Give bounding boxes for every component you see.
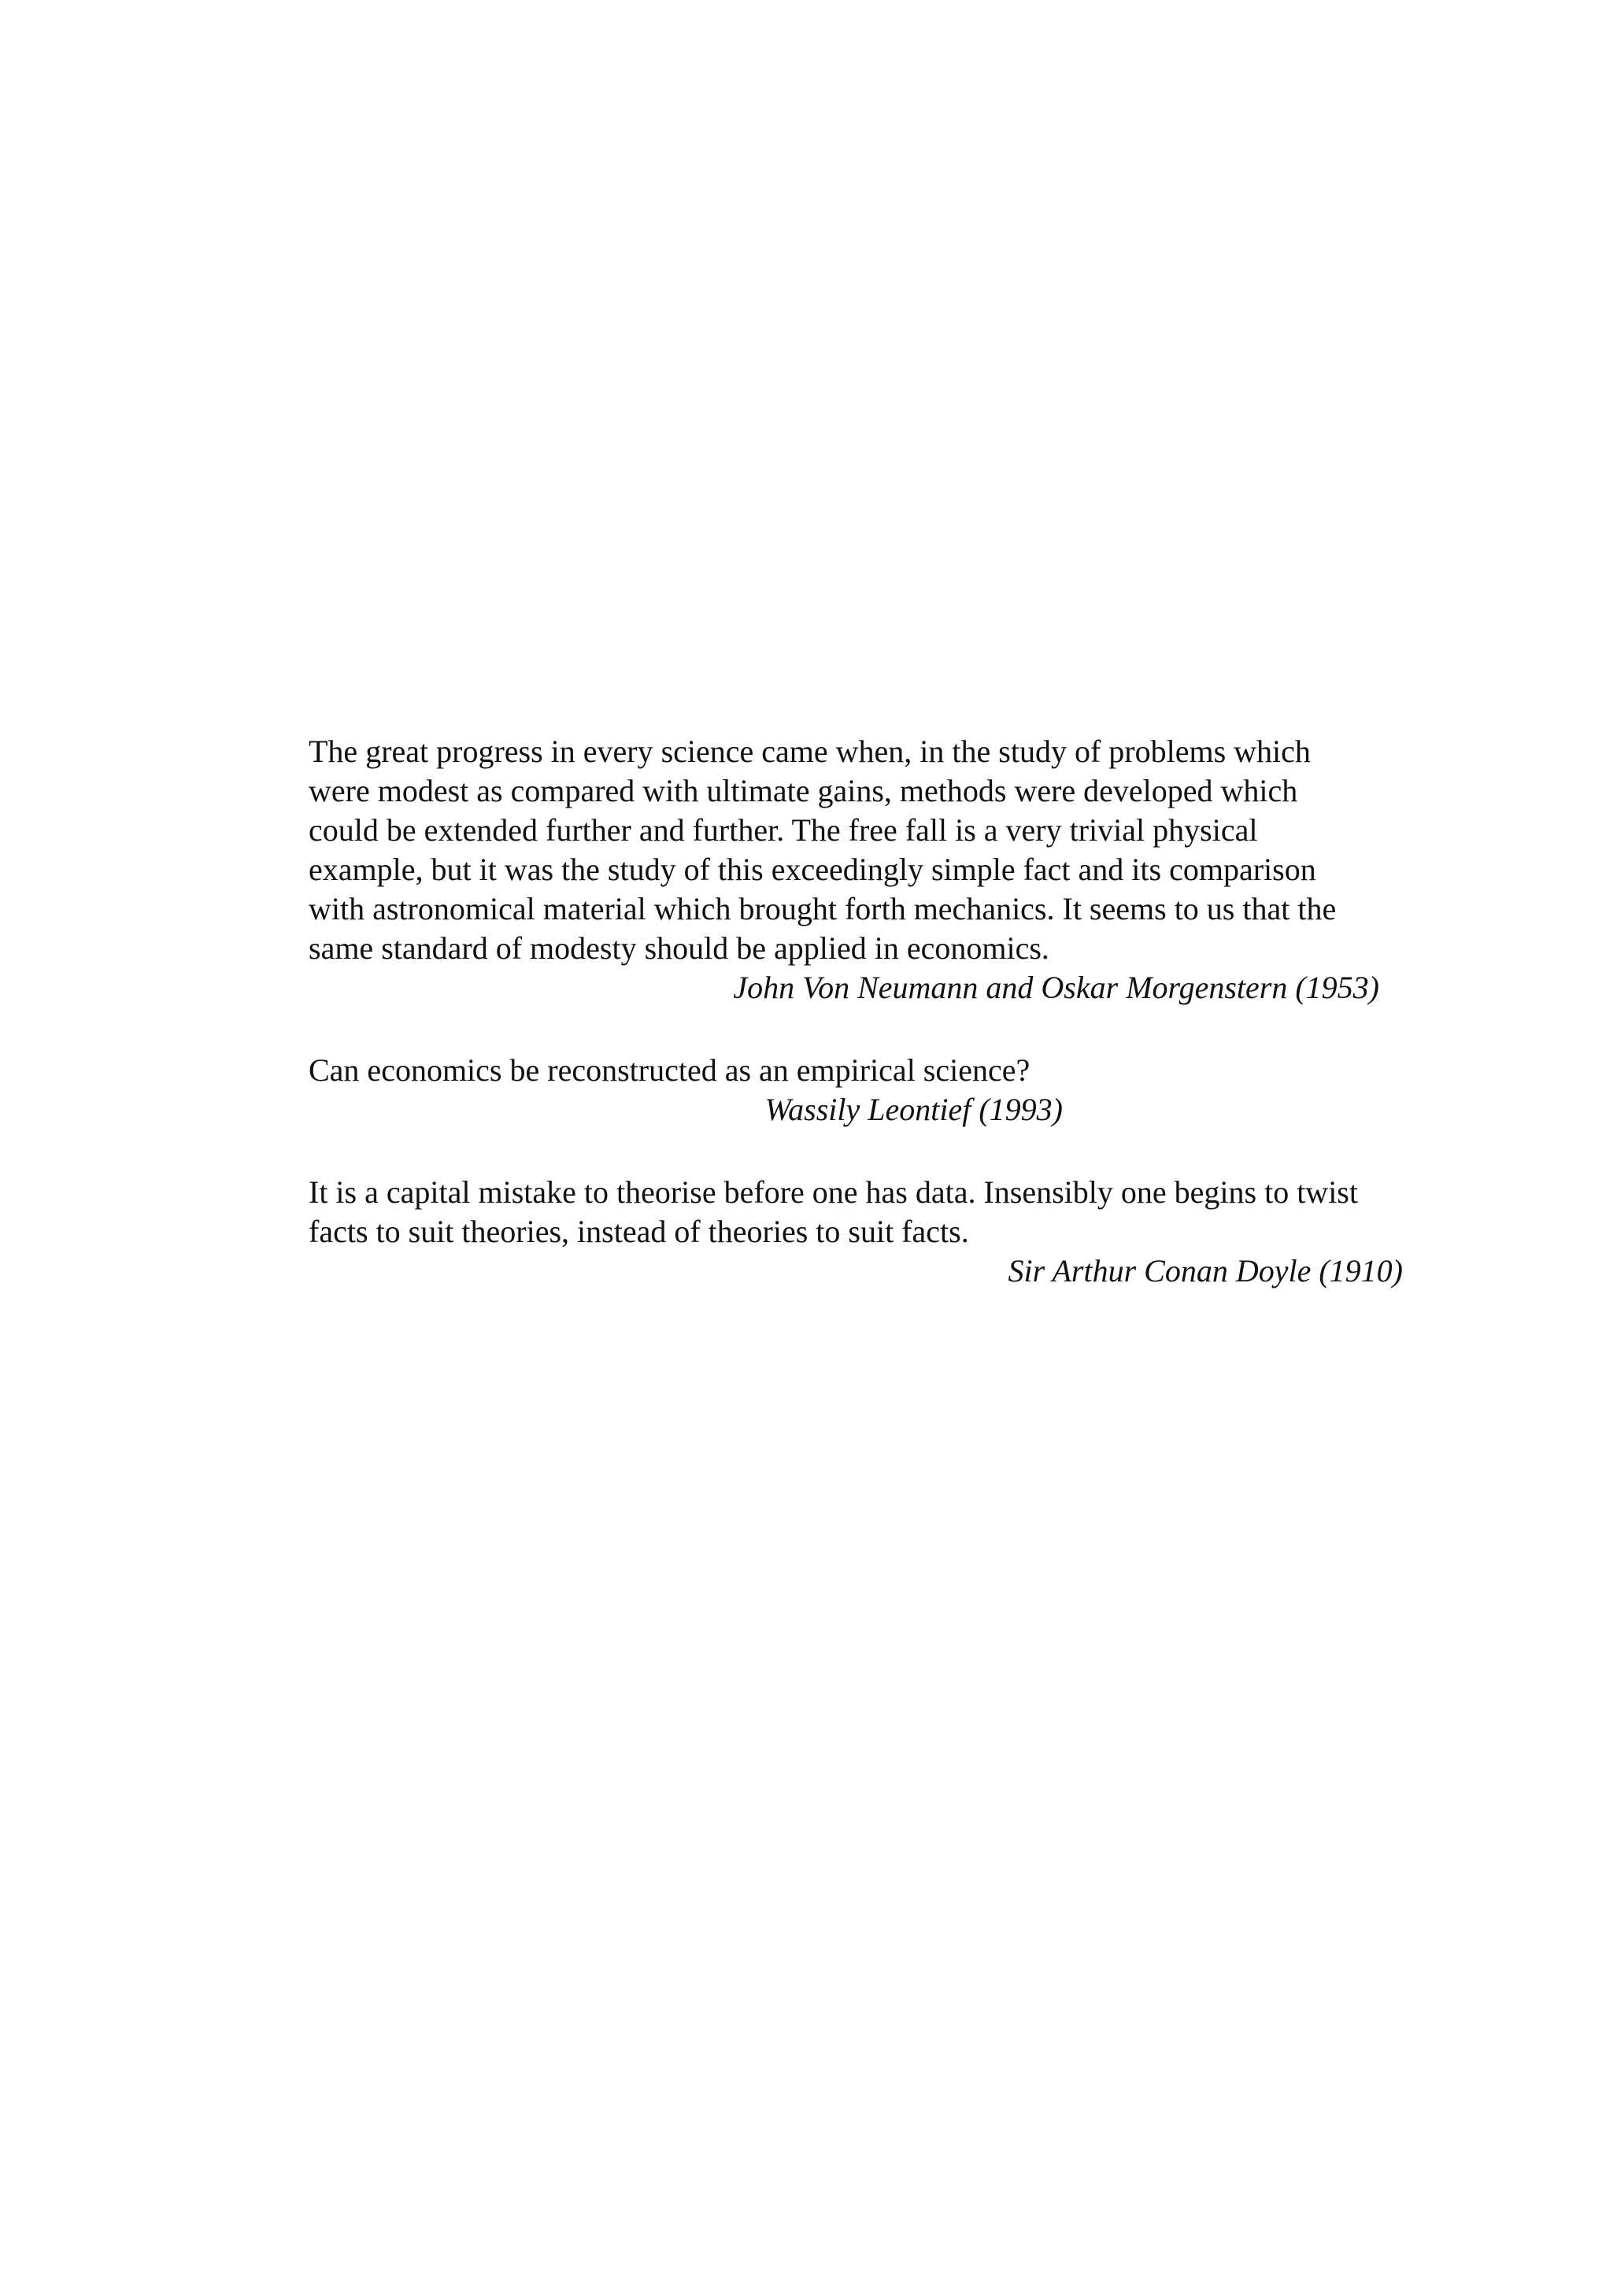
- quote-line: facts to suit theories, instead of theories to suit facts.: [309, 1214, 969, 1249]
- quote-attribution: Sir Arthur Conan Doyle (1910): [1008, 1253, 1403, 1288]
- quote-block: [309, 1051, 1411, 1130]
- quote-line: Can economics be reconstructed as an empirical science?: [309, 1052, 1031, 1088]
- quote-line: It is a capital mistake to theorise before one has data. Insensibly one begins to twist: [309, 1174, 1358, 1210]
- quote-block: [309, 1173, 1411, 1291]
- quote-line: example, but it was the study of this exceedingly simple fact and its comparison: [309, 852, 1316, 887]
- quote-line: same standard of modesty should be applied in economics.: [309, 930, 1049, 966]
- quote-text: [309, 1051, 1411, 1090]
- quote-line: The great progress in every science came when, in the study of problems which: [309, 734, 1311, 769]
- quote-line: were modest as compared with ultimate gains, methods were developed which: [309, 773, 1298, 808]
- quote-line: could be extended further and further. The free fall is a very trivial physical: [309, 812, 1258, 848]
- quote-text: [309, 1173, 1411, 1252]
- quote-attribution: John Von Neumann and Oskar Morgenstern (1953): [733, 970, 1379, 1005]
- quote-block: [309, 732, 1411, 1008]
- quote-attribution: Wassily Leontief (1993): [764, 1092, 1063, 1127]
- quote-text: [309, 732, 1411, 968]
- quote-line: with astronomical material which brought forth mechanics. It seems to us that the: [309, 891, 1337, 926]
- epigraphs: [309, 732, 1411, 1291]
